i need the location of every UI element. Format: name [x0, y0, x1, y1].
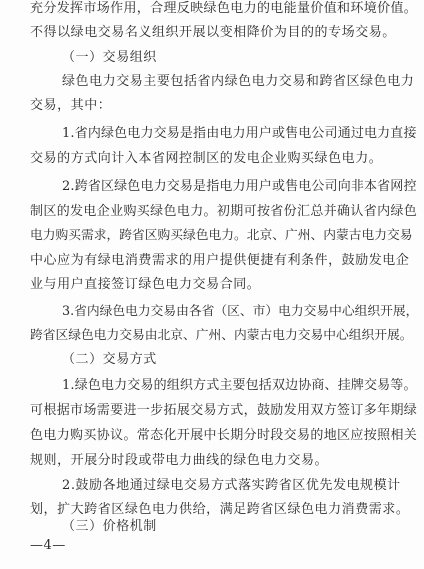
text-line: 跨省区绿色电力交易由北京、广州、内蒙古电力交易中心组织开展。 [30, 328, 413, 343]
text-line: 交易，其中： [30, 98, 112, 113]
section-heading: （二）交易方式 [62, 352, 157, 367]
text-line: 制区的发电企业购买绿色电力。初期可按省份汇总并确认省内绿色 [30, 204, 418, 219]
text-line: 交易的方式向计入本省网控制区的发电企业购买绿色电力。 [30, 151, 383, 166]
text-line: 业与用户直接签订绿色电力交易合同。 [30, 277, 261, 292]
section-heading: （一）交易组织 [62, 50, 157, 65]
text-line: 充分发挥市场作用，合理反映绿色电力的电能量价值和环境价值。 [30, 1, 418, 16]
text-line: 色电力购买协议。常态化开展中长期分时段交易的地区应按照相关 [30, 428, 418, 443]
text-line: 绿色电力交易主要包括省内绿色电力交易和跨省区绿色电力 [62, 74, 415, 89]
text-line: 中心应为有绿电消费需求的用户提供便捷有利条件，鼓励发电企 [30, 253, 410, 268]
text-line: 划，扩大跨省区绿色电力供给，满足跨省区绿色电力消费需求。 [30, 502, 410, 517]
text-line: 可根据市场需要进一步拓展交易方式，鼓励发用双方签订多年期绿 [30, 403, 418, 418]
text-line: 2.跨省区绿色电力交易是指电力用户或售电公司向非本省网控 [62, 179, 417, 194]
text-line: 不得以绿电交易名义组织开展以变相降价为目的的专场交易。 [30, 25, 396, 40]
page-number: —4— [30, 538, 66, 553]
text-line: 1.绿色电力交易的组织方式主要包括双边协商、挂牌交易等。 [62, 378, 417, 393]
text-line: 1.省内绿色电力交易是指由电力用户或售电公司通过电力直接 [62, 126, 417, 141]
text-line: 3.省内绿色电力交易由各省（区、市）电力交易中心组织开展， [62, 304, 419, 319]
text-line: 电力购买需求，跨省区购买绿色电力。北京、广州、内蒙古电力交易 [30, 228, 413, 243]
text-line: 规则，开展分时段或带电力曲线的绿色电力交易。 [30, 453, 329, 468]
section-heading: （三）价格机制 [62, 519, 157, 534]
text-line: 2.鼓励各地通过绿电交易方式落实跨省区优先发电规模计 [62, 478, 401, 493]
